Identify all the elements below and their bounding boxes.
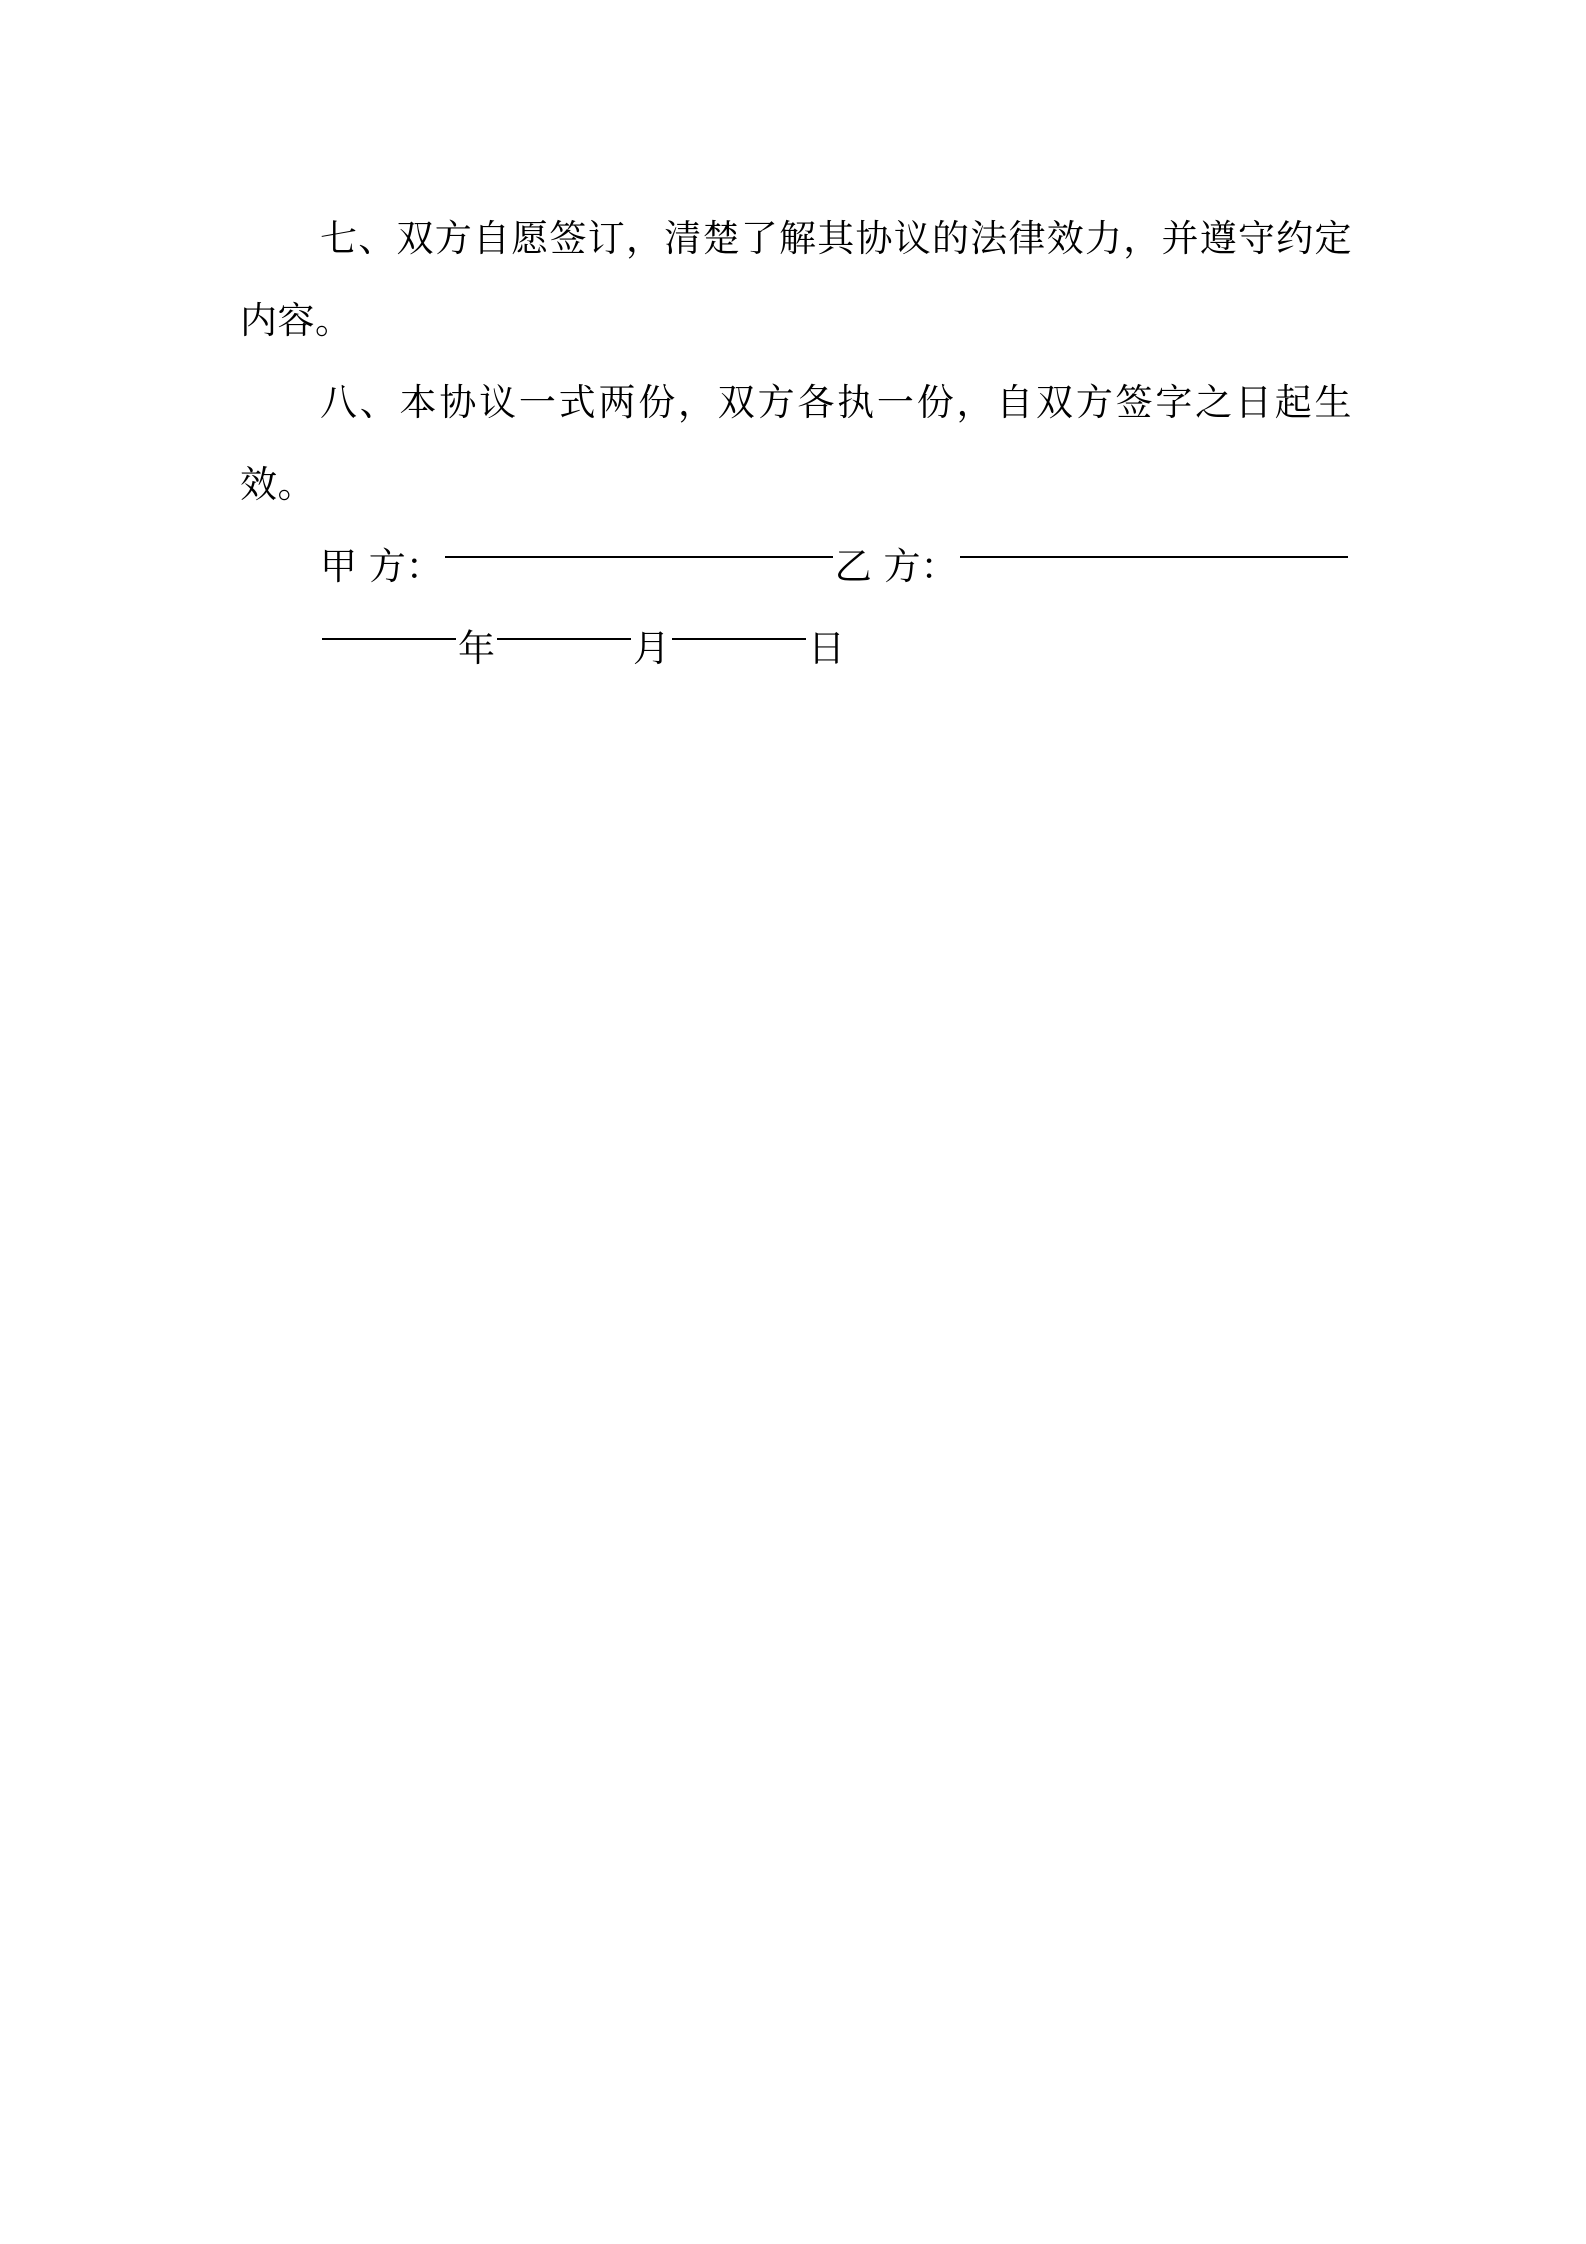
signature-line xyxy=(240,526,1352,608)
clause-8: 八、本协议一式两份，双方各执一份，自双方签字之日起生效。 xyxy=(240,381,1352,506)
party-a-blank[interactable] xyxy=(445,526,833,558)
year-blank[interactable] xyxy=(322,608,456,640)
date-line xyxy=(240,608,1352,690)
day-blank[interactable] xyxy=(672,608,806,640)
party-b-blank[interactable] xyxy=(960,526,1348,558)
party-b-label: 乙 方： xyxy=(834,545,958,588)
month-blank[interactable] xyxy=(497,608,631,640)
clause-7: 七、双方自愿签订，清楚了解其协议的法律效力，并遵守约定内容。 xyxy=(240,217,1352,342)
month-label: 月 xyxy=(633,627,670,670)
party-a-label: 甲 方： xyxy=(320,545,443,588)
day-label: 日 xyxy=(808,627,845,670)
document-body xyxy=(240,198,1352,690)
year-label: 年 xyxy=(458,627,495,670)
